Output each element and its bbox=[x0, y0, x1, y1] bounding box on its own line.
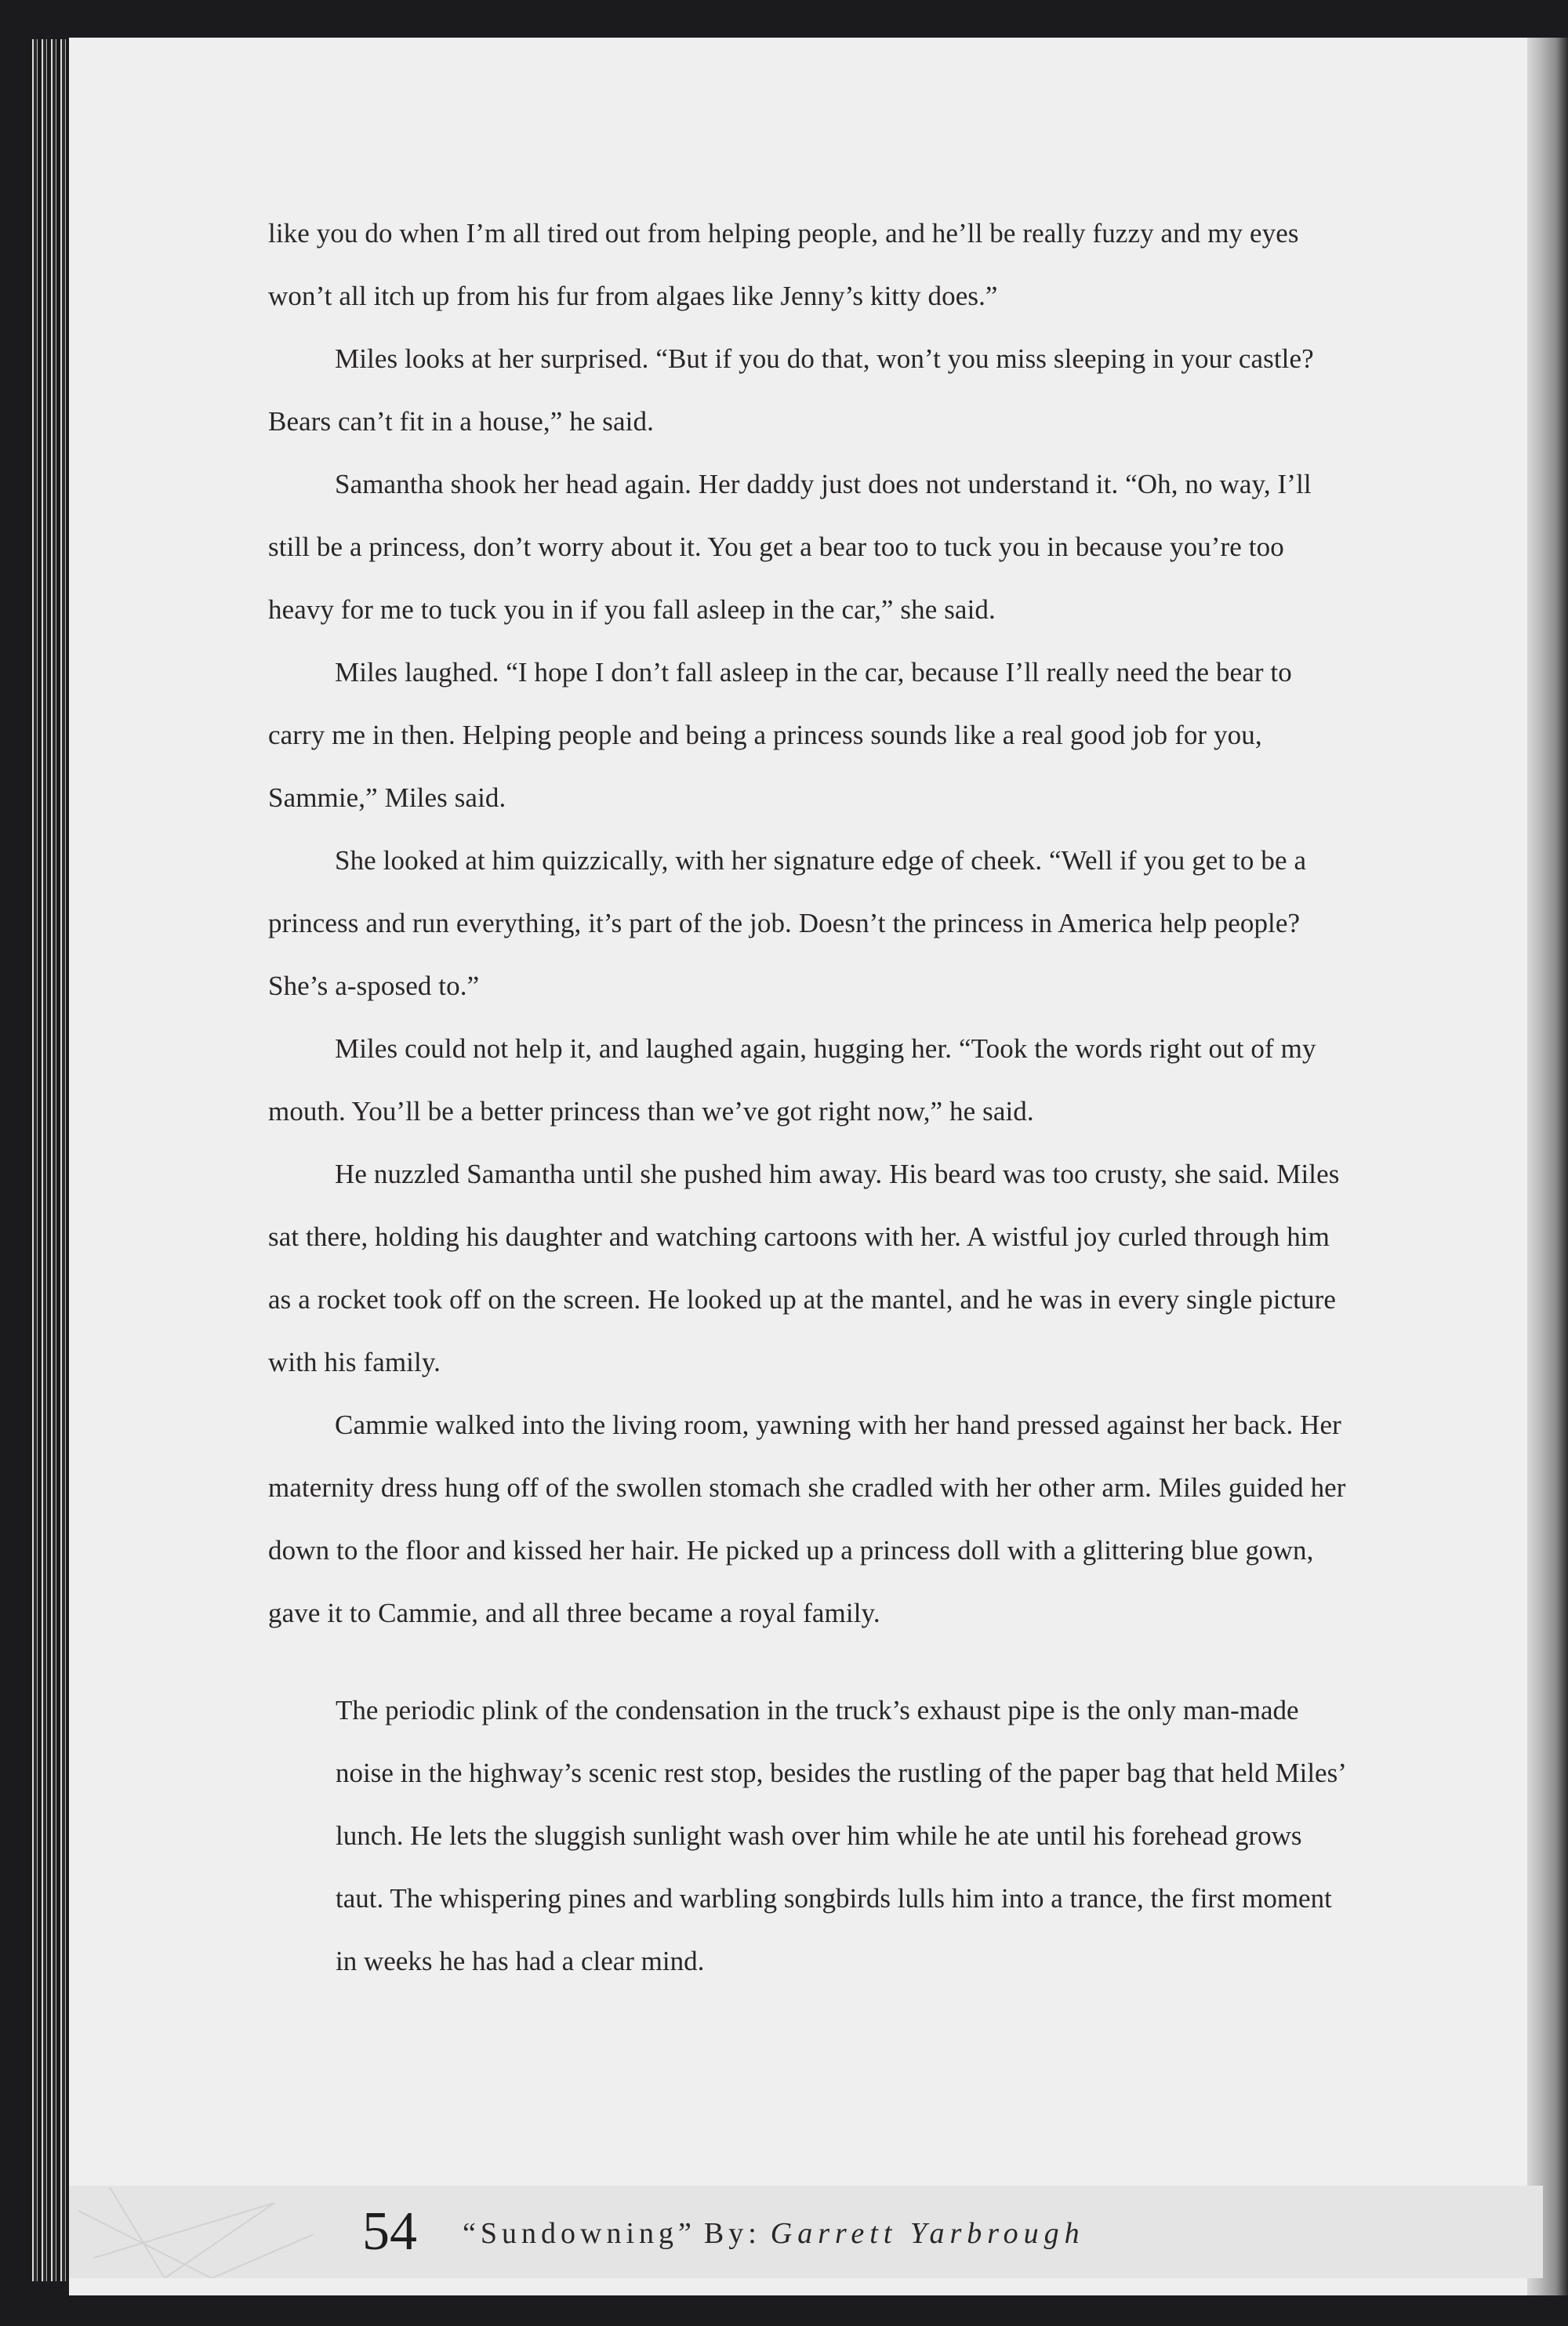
page-gutter-shadow bbox=[1527, 38, 1568, 2295]
running-footer bbox=[463, 2219, 1085, 2248]
author-name: Garrett Yarbrough bbox=[770, 2217, 1085, 2250]
page-number: 54 bbox=[362, 2201, 417, 2262]
footer-decorative-shape bbox=[78, 2187, 329, 2278]
story-body bbox=[268, 202, 1350, 1645]
paragraph: She looked at him quizzically, with her signature edge of cheek. “Well if you get to be a princess and run everything, it’s part of the job. Doesn’t the princess in America help people? She’s a-sposed to.” bbox=[268, 845, 1307, 1001]
paragraph: Samantha shook her head again. Her daddy just does not understand it. “Oh, no way, I’ll still be a princess, don’t worry about it. You get a bear too to tuck you in because you’re too heavy for me to tuck you in if you fall asleep in the car,” she said. bbox=[268, 469, 1312, 625]
story-section-two bbox=[336, 1679, 1355, 1993]
paragraph: like you do when I’m all tired out from helping people, and he’ll be really fuzzy and my eyes won’t all itch up from his fur from algaes like Jenny’s kitty does.” bbox=[268, 218, 1299, 311]
paragraph: Miles looks at her surprised. “But if you do that, won’t you miss sleeping in your castle? Bears can’t fit in a house,” he said. bbox=[268, 343, 1314, 437]
paragraph: Cammie walked into the living room, yawning with her hand pressed against her back. Her maternity dress hung off of the swollen stomach she cradled with her other arm. Miles guided her down to the floor and kissed her hair. He picked up a princess doll with a glittering blue gown, gave it to Cammie, and all three became a royal family. bbox=[268, 1410, 1346, 1628]
paragraph: The periodic plink of the condensation in the truck’s exhaust pipe is the only man-made noise in the highway’s scenic rest stop, besides the rustling of the paper bag that held Miles’ lunch. He lets the sluggish sunlight wash over him while he ate until his forehead grows taut. The whispering pines and warbling songbirds lulls him into a trance, the first moment in weeks he has had a clear mind. bbox=[336, 1695, 1345, 1976]
book-page-edges bbox=[28, 39, 72, 2281]
byline-label: By: bbox=[703, 2217, 761, 2250]
paragraph: He nuzzled Samantha until she pushed him away. His beard was too crusty, she said. Miles sat there, holding his daughter and watching cartoons with her. A wistful joy curled through him as a rocket took off on the screen. He looked up at the mantel, and he was in every single picture with his family. bbox=[268, 1159, 1340, 1377]
story-title: “Sundowning” bbox=[463, 2217, 696, 2250]
paragraph: Miles could not help it, and laughed again, hugging her. “Took the words right out of my mouth. You’ll be a better princess than we’ve got right now,” he said. bbox=[268, 1033, 1316, 1127]
paragraph: Miles laughed. “I hope I don’t fall asleep in the car, because I’ll really need the bear to carry me in then. Helping people and being a princess sounds like a real good job for you, Sammie,” Miles said. bbox=[268, 657, 1292, 813]
